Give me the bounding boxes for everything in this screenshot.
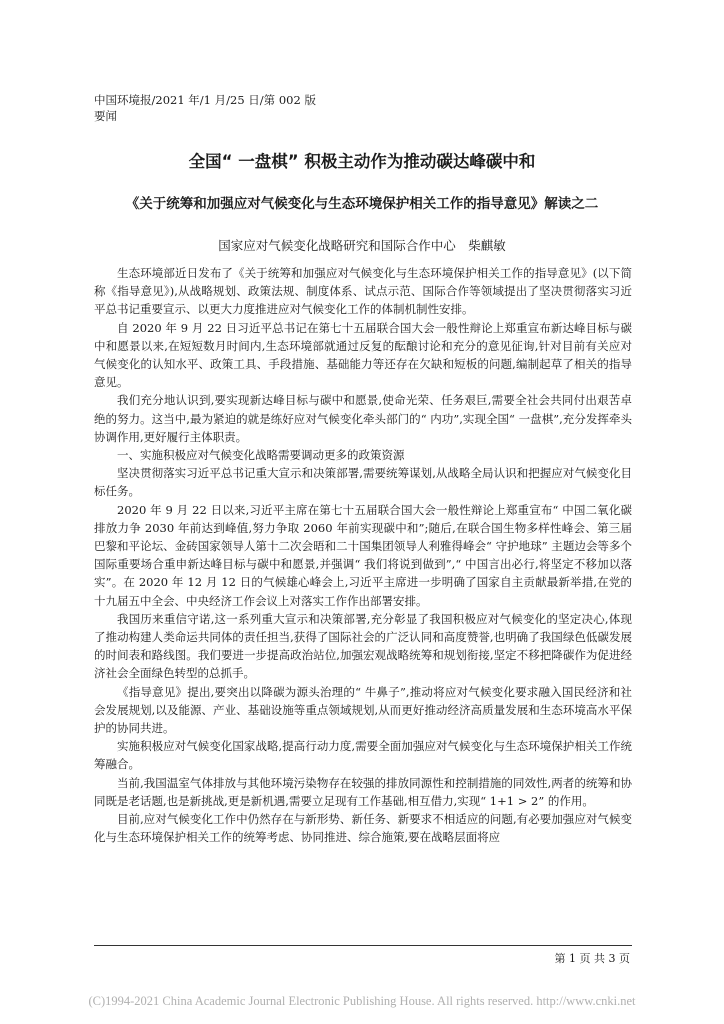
article-body xyxy=(94,264,632,847)
body-paragraph: 生态环境部近日发布了《关于统筹和加强应对气候变化与生态环境保护相关工作的指导意见》(以下简称《指导意见》),从战略规划、政策法规、制度体系、试点示范、国际合作等领域提出了坚决贯彻落实习近平总书记重要宣示、以更大力度推进应对气候变化工作的体制机制性安排。 xyxy=(94,266,632,317)
section-heading: 一、实施积极应对气候变化战略需要调动更多的政策资源 xyxy=(117,448,405,463)
page-indicator: 第 1 页 共 3 页 xyxy=(554,952,630,965)
body-paragraph: 实施积极应对气候变化国家战略,提高行动力度,需要全面加强应对气候变化与生态环境保护相关工作统筹融合。 xyxy=(94,739,632,772)
publication-source: 中国环境报/2021 年/1 月/25 日/第 002 版 xyxy=(94,93,316,107)
body-paragraph: 我国历来重信守诺,这一系列重大宣示和决策部署,充分彰显了我国积极应对气候变化的坚定决心,体现了推动构建人类命运共同体的责任担当,获得了国际社会的广泛认同和高度赞誉,也明确了我国绿色低碳发展的时间表和路线图。我们要进一步提高政治站位,加强宏观战略统筹和规划衔接,坚定不移把降碳作为促进经济社会全面绿色转型的总抓手。 xyxy=(94,611,632,681)
article-title: 全国“ 一盘棋” 积极主动作为推动碳达峰碳中和 xyxy=(188,152,536,171)
body-paragraph: 坚决贯彻落实习近平总书记重大宣示和决策部署,需要统筹谋划,从战略全局认识和把握应对气候变化目标任务。 xyxy=(94,466,632,499)
body-paragraph: 目前,应对气候变化工作中仍然存在与新形势、新任务、新要求不相适应的问题,有必要加强应对气候变化与生态环境保护相关工作的统筹考虑、协同推进、综合施策,要在战略层面将应 xyxy=(94,812,632,845)
body-paragraph: 我们充分地认识到,要实现新达峰目标与碳中和愿景,使命光荣、任务艰巨,需要全社会共同付出艰苦卓绝的努力。这当中,最为紧迫的就是练好应对气候变化牵头部门的“ 内功”,实现全国“ 一盘棋”,充分发挥牵头协调作用,更好履行主体职责。 xyxy=(94,393,632,444)
article-subtitle: 《关于统筹和加强应对气候变化与生态环境保护相关工作的指导意见》解读之二 xyxy=(125,196,599,212)
publication-info xyxy=(94,92,316,124)
body-paragraph: 《指导意见》提出,要突出以降碳为源头治理的“ 牛鼻子”,推动将应对气候变化要求融入国民经济和社会发展规划,以及能源、产业、基础设施等重点领域规划,从而更好推动经济高质量发展和生态环境高水平保护的协同共进。 xyxy=(94,684,632,736)
footer-divider xyxy=(94,945,632,946)
copyright-watermark: (C)1994-2021 China Academic Journal Electronic Publishing House. All rights reserved. http://www.cnki.net xyxy=(88,994,636,1008)
body-paragraph: 自 2020 年 9 月 22 日习近平总书记在第七十五届联合国大会一般性辩论上郑重宣布新达峰目标与碳中和愿景以来,在短短数月时间内,生态环境部就通过反复的酝酿讨论和充分的意见征询,针对目前有关应对气候变化的认知水平、政策工具、手段措施、基础能力等还存在欠缺和短板的问题,编制起草了相关的指导意见。 xyxy=(94,320,632,390)
article-author: 国家应对气候变化战略研究和国际合作中心 柴麒敏 xyxy=(218,238,506,253)
body-paragraph: 2020 年 9 月 22 日以来,习近平主席在第七十五届联合国大会一般性辩论上郑重宣布“ 中国二氧化碳排放力争 2030 年前达到峰值,努力争取 2060 年前实现碳中和”;随后,在联合国生物多样性峰会、第三届巴黎和平论坛、金砖国家领导人第十二次会晤和二十国集团领导人利雅得峰会“ 守护地球” 主题边会等多个国际重要场合重申新达峰目标与碳中和愿景,并强调“ 我们将说到做到”,“ 中国言出必行,将坚定不移加以落实”。在 2020 年 12 月 12 日的气候雄心峰会上,习近平主席进一步明确了国家自主贡献最新举措,在党的十九届五中全会、中央经济工作会议上对落实工作作出部署安排。 xyxy=(94,502,632,608)
section-label: 要闻 xyxy=(94,109,117,123)
body-paragraph: 当前,我国温室气体排放与其他环境污染物存在较强的排放同源性和控制措施的同效性,两者的统筹和协同既是老话题,也是新挑战,更是新机遇,需要立足现有工作基础,相互借力,实现“ 1+1 > 2” 的作用。 xyxy=(94,775,632,808)
